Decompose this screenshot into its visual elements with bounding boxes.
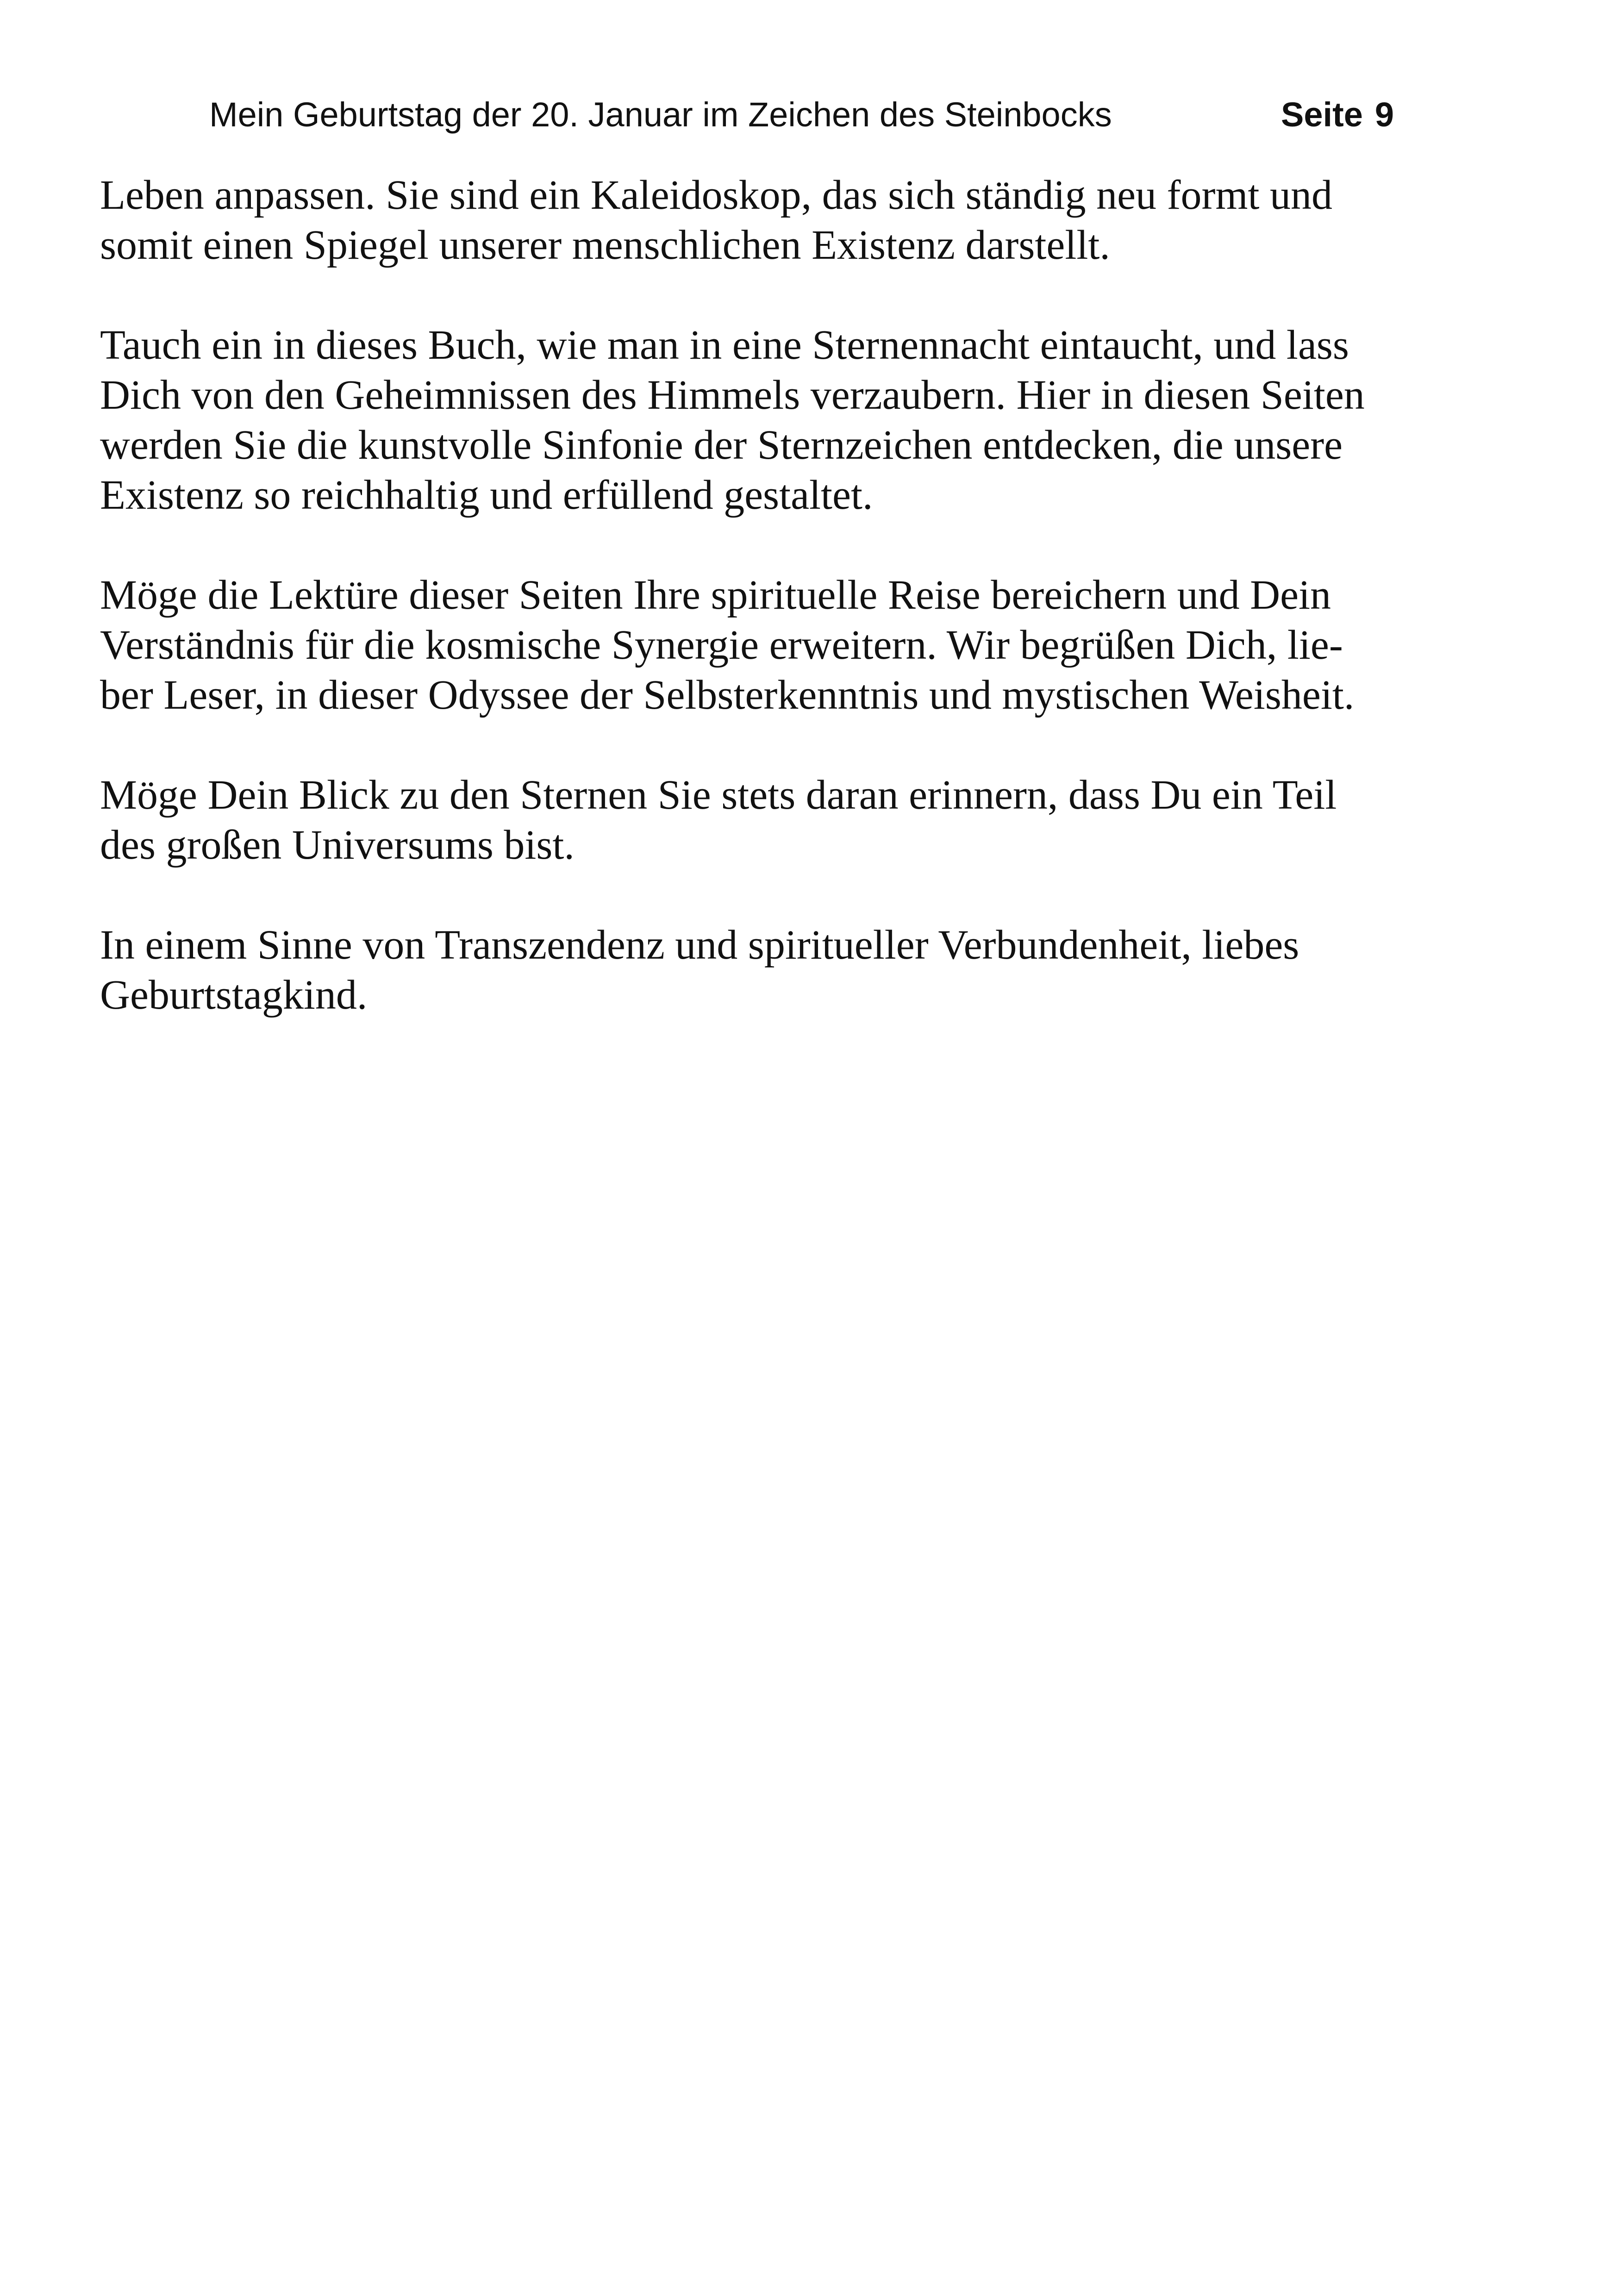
text-line: werden Sie die kunstvolle Sinfonie der Sternzeichen entdecken, die unsere <box>100 422 1343 468</box>
text-line: somit einen Spiegel unserer menschlichen Existenz darstellt. <box>100 222 1110 268</box>
text-line: des großen Universums bist. <box>100 822 575 868</box>
text-line: In einem Sinne von Transzendenz und spiritueller Verbundenheit, liebes <box>100 922 1299 968</box>
running-header <box>209 87 1413 143</box>
text-line: ber Leser, in dieser Odyssee der Selbsterkenntnis und mystischen Weisheit. <box>100 672 1355 718</box>
text-line: Leben anpassen. Sie sind ein Kaleidoskop, das sich ständig neu formt und <box>100 172 1332 218</box>
page-number-label <box>1281 87 1394 143</box>
text-line: Möge Dein Blick zu den Sternen Sie stets daran erinnern, dass Du ein Teil <box>100 772 1337 818</box>
text-line: Möge die Lektüre dieser Seiten Ihre spirituelle Reise bereichern und Dein <box>100 572 1331 618</box>
paragraph <box>100 920 1433 1020</box>
text-line: Verständnis für die kosmische Synergie erweitern. Wir begrüßen Dich, lie- <box>100 622 1343 668</box>
paragraph <box>100 570 1433 720</box>
text-line: Existenz so reichhaltig und erfüllend gestaltet. <box>100 472 873 518</box>
text-line: Tauch ein in dieses Buch, wie man in eine Sternennacht eintaucht, und lass <box>100 322 1349 368</box>
page-number: 9 <box>1374 95 1394 134</box>
text-line: Geburtstagkind. <box>100 972 368 1018</box>
header-title: Mein Geburtstag der 20. Januar im Zeichen des Steinbocks <box>209 95 1112 134</box>
page-label: Seite <box>1281 95 1363 134</box>
paragraph <box>100 320 1433 520</box>
paragraph <box>100 170 1433 270</box>
body-text <box>100 170 1433 1070</box>
text-line: Dich von den Geheimnissen des Himmels verzaubern. Hier in diesen Seiten <box>100 372 1365 418</box>
paragraph <box>100 770 1433 870</box>
